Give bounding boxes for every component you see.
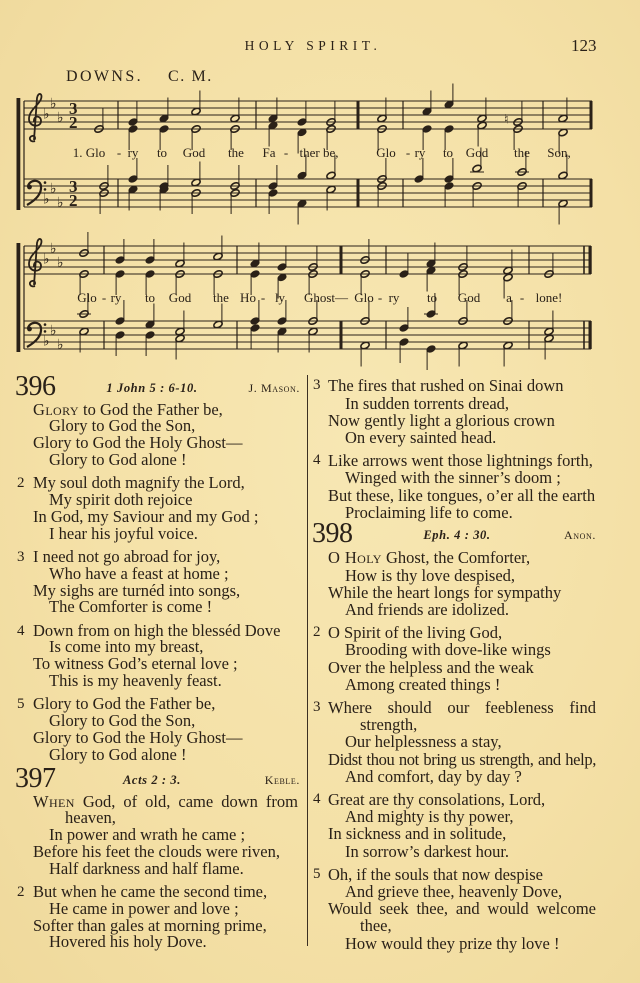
lyric-syllable: God xyxy=(465,145,489,160)
lyric-syllable: God xyxy=(168,290,192,305)
lyric-syllable: 1. Glo xyxy=(72,145,106,160)
hymn-line: Our helplessness a stay, xyxy=(345,732,502,752)
lyric-syllable: ry xyxy=(388,290,400,305)
stanza xyxy=(0,546,300,617)
lyric-syllable: ther be, xyxy=(299,145,339,160)
stanza-number: 4 xyxy=(17,622,25,639)
lyric-syllable: - xyxy=(405,145,411,160)
hymn-line: How would they prize thy love ! xyxy=(345,933,560,953)
hymn-header xyxy=(305,518,596,550)
lyric-syllable: - xyxy=(283,145,289,160)
hymn-line: Glory to God the Father be, xyxy=(33,694,216,714)
lyric-syllable: - xyxy=(377,290,383,305)
lyric-syllable: - xyxy=(260,290,266,305)
lyric-syllable: God xyxy=(182,145,206,160)
stanza xyxy=(305,549,596,618)
flat-icon: ♭ xyxy=(50,241,57,257)
hymn-line: Over the helpless and the weak xyxy=(328,657,534,677)
small-caps-opening: O Holy xyxy=(328,548,382,568)
hymn-line: And friends are idolized. xyxy=(345,600,510,619)
stanza xyxy=(0,475,300,542)
stanza-number: 4 xyxy=(313,791,321,808)
lyric-syllable: - xyxy=(519,290,525,305)
lyric-syllable: the xyxy=(228,145,244,160)
stanza xyxy=(0,884,300,951)
hymn-line: Glory to God the Son, xyxy=(49,416,196,436)
hymn-line: In power and wrath he came ; xyxy=(49,825,246,845)
hymn-line: Now gently light a glorious crown xyxy=(328,410,555,430)
flat-icon: ♭ xyxy=(57,337,64,353)
hymn-line: Brooding with dove-like wings xyxy=(345,640,551,660)
hymn-line: To witness God’s eternal love ; xyxy=(33,654,238,674)
left-column xyxy=(0,0,300,983)
flat-icon: ♭ xyxy=(50,96,57,112)
stanza xyxy=(305,377,596,446)
hymn-line: In God, my Saviour and my God ; xyxy=(33,506,259,526)
lyric-syllable: Son, xyxy=(547,145,571,160)
stanza-number: 5 xyxy=(17,696,25,713)
stanza-number: 5 xyxy=(313,865,321,882)
lyric-syllable: the xyxy=(213,290,229,305)
hymn-continuation xyxy=(305,377,596,521)
hymn-line: Hovered his holy Dove. xyxy=(49,932,207,952)
line-text: Ghost, the Comforter, xyxy=(381,548,531,568)
hymn-line: Proclaiming life to come. xyxy=(345,502,513,522)
scripture-reference: Acts 2 : 3. xyxy=(123,772,181,787)
stanza xyxy=(0,399,300,469)
hymn-line: heaven, xyxy=(65,808,116,828)
stanza-number: 4 xyxy=(313,452,321,469)
hymn-line: Softer than gales at morning prime, xyxy=(33,915,267,935)
hymn-line: Great are thy consolations, Lord, xyxy=(328,790,546,810)
hymn-line: In sudden torrents dread, xyxy=(345,393,510,413)
tune-name: DOWNS. xyxy=(66,68,144,85)
hymn-line: Half darkness and half flame. xyxy=(49,858,244,878)
hymn-line: My soul doth magnify the Lord, xyxy=(33,473,245,493)
hymn-line: Oh, if the souls that now despise xyxy=(328,864,543,884)
time-signature-upper: 3 xyxy=(69,99,78,118)
flat-icon: ♭ xyxy=(50,181,57,197)
hymn-number: 397 xyxy=(15,762,56,794)
line-text: God, of old, came down from xyxy=(74,791,298,811)
hymn-line: He came in power and love ; xyxy=(49,898,239,918)
lyric-syllable: to xyxy=(442,145,454,160)
line-text: to God the Father be, xyxy=(78,399,223,419)
hymn-number: 398 xyxy=(312,518,353,550)
hymn-line xyxy=(0,791,300,811)
stanza-number: 2 xyxy=(313,624,321,641)
hymn-author: J. Mason. xyxy=(248,380,300,395)
hymn-line: The Comforter is come ! xyxy=(49,597,213,617)
hymn-line: Is come into my breast, xyxy=(49,637,204,657)
lyric-syllable: Glo xyxy=(376,145,396,160)
stanza xyxy=(305,624,596,693)
lyric-syllable: to xyxy=(426,290,438,305)
hymn-line xyxy=(305,549,596,566)
small-caps-opening: Glory xyxy=(33,399,79,419)
hymn-line: On every sainted head. xyxy=(345,428,497,447)
right-column xyxy=(305,0,596,983)
stanza-number: 3 xyxy=(313,699,321,716)
hymn-396 xyxy=(0,370,300,764)
lyric-syllable: ry xyxy=(110,290,122,305)
lyric-syllable: to xyxy=(144,290,156,305)
flat-icon: ♭ xyxy=(43,333,50,350)
small-caps-opening: When xyxy=(33,791,75,811)
hymn-line: In sorrow’s darkest hour. xyxy=(345,841,510,861)
stanza xyxy=(0,791,300,878)
hymn-line: Glory to God the Holy Ghost— xyxy=(33,433,243,453)
hymn-line: In sickness and in solitude, xyxy=(328,824,507,844)
scripture-reference: 1 John 5 : 6-10. xyxy=(106,380,198,395)
hymn-397 xyxy=(0,762,300,952)
hymn-line: Glory to God alone ! xyxy=(49,449,187,469)
stanza-number: 3 xyxy=(17,548,25,565)
scripture-reference: Eph. 4 : 30. xyxy=(423,528,491,543)
hymn-line: Where should our feebleness find xyxy=(328,698,596,718)
hymn-line: But when he came the second time, xyxy=(33,882,268,902)
hymn-author: Keble. xyxy=(264,772,300,787)
lyric-syllable: - xyxy=(116,145,122,160)
page-number: 123 xyxy=(571,36,597,55)
lyric-syllable: Glo xyxy=(77,290,97,305)
hymn-line: I hear his joyful voice. xyxy=(49,523,198,543)
lyric-syllable: Fa xyxy=(262,145,276,160)
stanza xyxy=(305,791,596,860)
stanza xyxy=(305,866,596,952)
hymn-line: O Spirit of the living God, xyxy=(328,623,503,643)
hymn-line: Who have a feast at home ; xyxy=(49,563,229,583)
hymn-line: But these, like tongues, o’er all the earth xyxy=(328,485,596,505)
lyric-syllable: Ghost— xyxy=(303,290,349,305)
natural-sign-icon: ♮ xyxy=(504,112,509,128)
flat-icon: ♭ xyxy=(57,195,64,211)
flat-icon: ♭ xyxy=(43,251,50,268)
hymn-line: I need not go abroad for joy, xyxy=(33,546,221,566)
hymn-line: Down from on high the blesséd Dove xyxy=(33,620,281,640)
hymn-line: And comfort, day by day ? xyxy=(345,766,522,786)
hymn-line: Before his feet the clouds were riven, xyxy=(33,841,280,861)
lyric-syllable: Ho xyxy=(240,290,256,305)
stanza-number: 2 xyxy=(17,884,25,901)
hymn-line: My sighs are turnéd into songs, xyxy=(33,580,241,600)
hymn-line: Glory to God alone ! xyxy=(49,744,187,764)
hymn-line: My spirit doth rejoice xyxy=(49,490,193,510)
running-head: HOLY SPIRIT. xyxy=(244,38,382,53)
hymn-line: strength, xyxy=(360,715,418,735)
hymn-line: Glory to God the Son, xyxy=(49,711,196,731)
hymn-line: Among created things ! xyxy=(345,674,501,694)
flat-icon: ♭ xyxy=(57,255,64,271)
hymn-line: While the heart longs for sympathy xyxy=(328,582,562,602)
time-signature-lower: 2 xyxy=(69,191,78,210)
flat-icon: ♭ xyxy=(43,106,50,123)
hymn-line: Like arrows went those lightnings forth, xyxy=(328,451,593,471)
stanza xyxy=(305,452,596,521)
stanza xyxy=(0,696,300,763)
lyric-syllable: the xyxy=(514,145,530,160)
stanza-number: 2 xyxy=(17,475,25,492)
flat-icon: ♭ xyxy=(50,323,57,339)
lyric-syllable: ry xyxy=(414,145,426,160)
flat-icon: ♭ xyxy=(57,110,64,126)
lyric-syllable: - xyxy=(101,290,107,305)
hymn-398 xyxy=(305,518,596,953)
lyric-syllable: a xyxy=(506,290,512,305)
hymn-line: Glory to God the Holy Ghost— xyxy=(33,727,243,747)
hymn-header xyxy=(0,370,300,402)
hymn-line: The fires that rushed on Sinai down xyxy=(328,376,564,396)
lyric-syllable: Glo xyxy=(354,290,374,305)
hymn-line: Winged with the sinner’s doom ; xyxy=(345,468,561,488)
tune-meter: C. M. xyxy=(168,68,213,85)
lyric-syllable: God xyxy=(457,290,481,305)
hymn-line: Didst thou not bring us strength, and help, xyxy=(328,749,596,769)
hymn-header xyxy=(0,762,300,794)
hymn-number: 396 xyxy=(15,370,56,402)
hymn-line: thee, xyxy=(360,916,392,936)
stanza xyxy=(0,620,300,691)
hymn-line: This is my heavenly feast. xyxy=(49,671,222,691)
lyric-syllable: ly xyxy=(274,290,286,305)
flat-icon: ♭ xyxy=(43,191,50,208)
time-signature-upper: 3 xyxy=(69,177,78,196)
hymn-line: And grieve thee, heavenly Dove, xyxy=(345,882,563,902)
hymn-line: How is thy love despised, xyxy=(345,565,516,585)
lyric-syllable: ry xyxy=(127,145,139,160)
hymn-line: And mighty is thy power, xyxy=(345,807,514,827)
hymn-line: Would seek thee, and would welcome xyxy=(328,899,596,919)
lyric-syllable: to xyxy=(156,145,168,160)
stanza xyxy=(305,699,596,785)
time-signature-lower: 2 xyxy=(69,113,78,132)
stanza-number: 3 xyxy=(313,377,321,394)
lyric-syllable: lone! xyxy=(535,290,563,305)
hymn-author: Anon. xyxy=(564,528,596,543)
